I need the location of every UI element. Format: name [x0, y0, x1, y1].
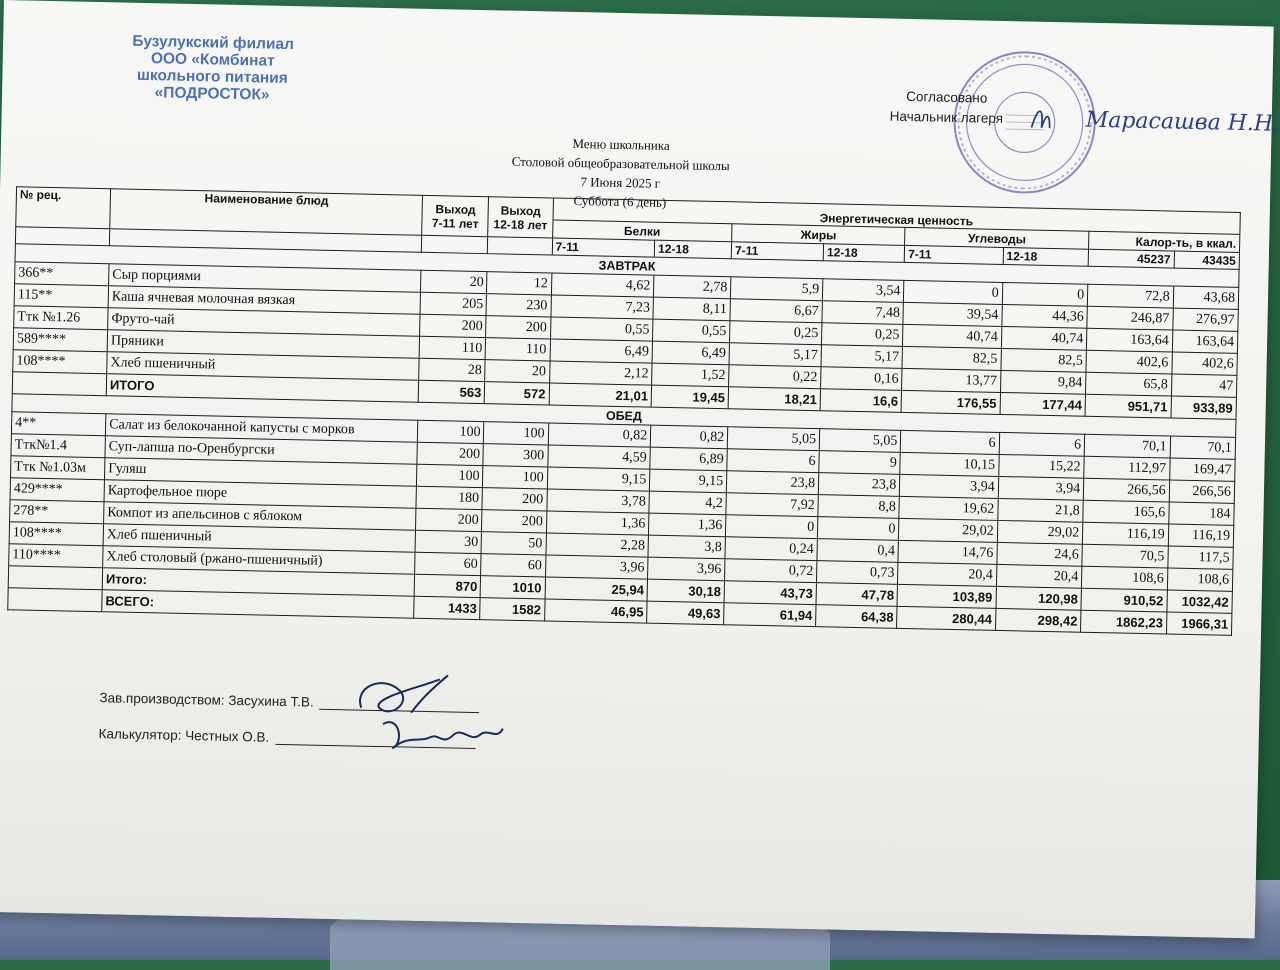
cell-carbs-12-18: 120,98	[996, 586, 1082, 610]
cell-carbs-12-18: 298,42	[995, 608, 1081, 632]
camp-head-signature-name: Марасашва Н.Н.	[1085, 107, 1280, 137]
cell-calories-a: 70,5	[1082, 544, 1168, 568]
cell-dish-name: Итого:	[102, 568, 415, 597]
cell-rec-no: 4**	[11, 412, 106, 436]
cell-fats-7-11: 18,21	[728, 387, 820, 411]
section-breakfast: ЗАВТРАК	[15, 244, 1239, 288]
production-head-label: Зав.производством: Засухина Т.В.	[99, 690, 314, 710]
cell-carbs-12-18: 177,44	[1000, 392, 1086, 416]
cell-out-7-11: 60	[415, 552, 482, 575]
cell-rec-no: 589****	[13, 328, 108, 352]
cell-proteins-12-18: 1,36	[649, 513, 726, 537]
cell-fats-12-18: 8,8	[818, 495, 900, 519]
logo-line-3: школьного питания	[136, 66, 289, 87]
cell-proteins-7-11: 3,96	[545, 555, 648, 579]
header-cal-code-b: 43435	[1174, 251, 1240, 269]
title-line-1: Меню школьника	[572, 135, 670, 153]
cell-calories-a: 70,1	[1084, 434, 1170, 458]
approval-block	[890, 87, 1004, 129]
cell-fats-12-18: 9	[819, 451, 901, 475]
cell-out-12-18: 50	[481, 532, 546, 555]
header-fats: Жиры	[732, 224, 905, 246]
lunch-rows	[8, 412, 1236, 636]
cell-rec-no	[12, 372, 107, 396]
cell-out-7-11: 100	[417, 464, 484, 487]
cell-proteins-12-18: 30,18	[647, 579, 724, 603]
cell-dish-name: Сыр порциями	[109, 264, 422, 293]
header-calories: Калор-ть, в ккал.	[1089, 231, 1240, 252]
header-out-7-11-label: Выход	[435, 201, 476, 217]
cell-proteins-7-11: 7,23	[551, 295, 654, 319]
cell-carbs-7-11: 39,54	[903, 302, 1002, 326]
cell-carbs-12-18: 21,8	[997, 498, 1083, 522]
header-proteins-12-18: 12-18	[654, 240, 731, 259]
cell-fats-7-11: 23,8	[726, 471, 818, 495]
cell-fats-12-18: 5,05	[819, 429, 901, 453]
cell-proteins-12-18: 8,11	[653, 297, 730, 321]
title-date: 7 Июня 2025 г	[580, 174, 661, 191]
cell-fats-7-11: 5,9	[731, 277, 823, 301]
header-carbs-12-18: 12-18	[1003, 247, 1089, 266]
cell-fats-7-11: 5,17	[729, 343, 821, 367]
cell-fats-12-18: 7,48	[822, 301, 904, 325]
cell-proteins-12-18: 6,49	[652, 341, 729, 365]
cell-calories-a: 108,6	[1082, 566, 1168, 590]
cell-carbs-7-11: 176,55	[901, 390, 1000, 414]
cell-fats-12-18: 64,38	[816, 605, 898, 629]
title-line-2: Столовой общеобразовательной школы	[511, 153, 730, 174]
calculator-label: Калькулятор: Честных О.В.	[98, 726, 270, 745]
cell-carbs-12-18: 40,74	[1001, 326, 1087, 350]
cell-fats-12-18: 0,73	[817, 561, 899, 585]
cell-calories-a: 65,8	[1086, 372, 1172, 396]
cell-proteins-12-18: 0,55	[653, 319, 730, 343]
cell-calories-b: 70,1	[1170, 436, 1236, 459]
cell-dish-name: Хлеб пшеничный	[107, 352, 420, 381]
cell-calories-a: 246,87	[1087, 306, 1173, 330]
cell-carbs-12-18: 44,36	[1002, 304, 1088, 328]
cell-out-12-18: 100	[483, 466, 548, 489]
cell-calories-b: 933,89	[1171, 396, 1237, 419]
cell-carbs-7-11: 6	[901, 430, 1000, 454]
cell-out-12-18: 200	[486, 316, 551, 339]
cell-fats-12-18: 0,4	[817, 539, 899, 563]
cell-carbs-7-11: 19,62	[899, 496, 998, 520]
cell-fats-7-11: 5,05	[727, 427, 819, 451]
cell-calories-b: 1966,31	[1166, 612, 1232, 635]
cell-out-7-11: 205	[420, 292, 487, 315]
section-lunch: ОБЕД	[12, 394, 1236, 438]
cell-out-7-11: 870	[414, 574, 481, 597]
cell-out-12-18: 572	[485, 382, 550, 405]
cell-proteins-7-11: 2,12	[549, 361, 652, 385]
cell-proteins-12-18: 2,78	[654, 275, 731, 299]
cell-calories-a: 951,71	[1085, 394, 1171, 418]
cell-carbs-12-18: 0	[1002, 282, 1088, 306]
cell-dish-name: Хлеб столовый (ржано-пшеничный)	[103, 546, 416, 575]
cell-carbs-12-18: 29,02	[997, 520, 1083, 544]
cell-calories-b: 184	[1168, 502, 1234, 525]
cell-carbs-7-11: 3,94	[900, 474, 999, 498]
cell-out-7-11: 110	[419, 336, 486, 359]
cell-carbs-7-11: 0	[904, 280, 1003, 304]
cell-dish-name: ИТОГО	[106, 374, 419, 403]
cell-fats-7-11: 0,22	[729, 365, 821, 389]
header-fats-12-18: 12-18	[823, 244, 905, 263]
cell-dish-name: Гуляш	[105, 458, 418, 487]
header-cal-code-a: 45237	[1088, 249, 1174, 268]
cell-proteins-7-11: 1,36	[546, 511, 649, 535]
cell-carbs-12-18: 9,84	[1000, 370, 1086, 394]
cell-calories-b: 116,19	[1168, 524, 1234, 547]
cell-out-12-18: 1010	[481, 576, 546, 599]
cell-out-12-18: 100	[484, 422, 549, 445]
cell-calories-b: 1032,42	[1167, 590, 1233, 613]
cell-dish-name: Салат из белокочанной капусты с морков	[105, 414, 418, 443]
cell-rec-no: 108****	[9, 522, 104, 546]
cell-carbs-7-11: 29,02	[899, 518, 998, 542]
cell-proteins-12-18: 3,96	[648, 557, 725, 581]
cell-calories-b: 266,56	[1169, 480, 1235, 503]
cell-fats-12-18: 0	[817, 517, 899, 541]
cell-proteins-7-11: 4,62	[551, 273, 654, 297]
cell-dish-name: Компот из апельсинов с яблоком	[104, 502, 417, 531]
breakfast-rows	[12, 262, 1238, 420]
header-carbs-7-11: 7-11	[905, 245, 1004, 264]
cell-out-12-18: 20	[485, 360, 550, 383]
cell-proteins-12-18: 49,63	[647, 601, 724, 625]
header-out-12-18-label: Выход	[500, 202, 541, 218]
header-out-7-11-sub: 7-11 лет	[431, 215, 479, 231]
cell-out-12-18: 110	[486, 338, 551, 361]
cell-proteins-12-18: 9,15	[650, 469, 727, 493]
cell-rec-no: 110****	[9, 544, 104, 568]
cell-fats-7-11: 6,67	[730, 299, 822, 323]
header-empty-3	[422, 235, 489, 253]
cell-fats-7-11: 7,92	[726, 493, 818, 517]
cell-out-7-11: 180	[416, 486, 483, 509]
cell-rec-no: 278**	[10, 500, 105, 524]
cell-fats-7-11: 0,24	[725, 537, 817, 561]
cell-out-12-18: 230	[486, 294, 551, 317]
header-fats-7-11: 7-11	[731, 242, 823, 261]
cell-out-12-18: 12	[487, 272, 552, 295]
cell-carbs-12-18: 6	[999, 432, 1085, 456]
cell-fats-12-18: 16,6	[820, 389, 902, 413]
calculator-signature	[378, 712, 519, 765]
cell-proteins-12-18: 4,2	[649, 491, 726, 515]
cell-proteins-7-11: 2,28	[546, 533, 649, 557]
cell-fats-7-11: 0,72	[725, 559, 817, 583]
cell-dish-name: Пряники	[107, 330, 420, 359]
cell-out-7-11: 200	[417, 442, 484, 465]
company-logo-stamp	[107, 32, 318, 104]
cell-carbs-7-11: 10,15	[900, 452, 999, 476]
cell-fats-12-18: 23,8	[818, 473, 900, 497]
cell-calories-a: 910,52	[1081, 588, 1167, 612]
cell-calories-b: 43,68	[1173, 286, 1239, 309]
cell-calories-a: 112,97	[1084, 456, 1170, 480]
cell-calories-a: 165,6	[1083, 500, 1169, 524]
cell-rec-no: Ттк №1.03м	[10, 456, 105, 480]
cell-carbs-12-18: 82,5	[1001, 348, 1087, 372]
cell-rec-no: 366**	[15, 262, 110, 286]
cell-fats-12-18: 0,16	[821, 367, 903, 391]
cell-carbs-12-18: 20,4	[996, 564, 1082, 588]
cell-proteins-12-18: 19,45	[651, 385, 728, 409]
header-out-12-18	[488, 197, 553, 238]
cell-out-12-18: 1582	[480, 598, 545, 621]
cell-calories-a: 402,6	[1086, 350, 1172, 374]
cell-rec-no	[8, 588, 103, 612]
cell-carbs-7-11: 20,4	[898, 562, 997, 586]
approval-role: Начальник лагеря	[889, 108, 1004, 126]
cell-fats-7-11: 0	[726, 515, 818, 539]
header-out-12-18-sub: 12-18 лет	[493, 216, 548, 232]
cell-carbs-12-18: 24,6	[997, 542, 1083, 566]
approval-agreed: Согласовано	[906, 88, 988, 106]
cell-proteins-12-18: 1,52	[652, 363, 729, 387]
cell-proteins-7-11: 21,01	[549, 383, 652, 407]
cell-fats-12-18: 0,25	[822, 323, 904, 347]
cell-rec-no: Ттк №1.26	[14, 306, 109, 330]
cell-carbs-7-11: 280,44	[897, 606, 996, 630]
cell-calories-a: 116,19	[1083, 522, 1169, 546]
cell-out-7-11: 28	[419, 358, 486, 381]
cell-proteins-12-18: 3,8	[648, 535, 725, 559]
menu-table	[7, 186, 1241, 636]
header-energy: Энергетическая ценность	[553, 198, 1241, 234]
cell-proteins-7-11: 25,94	[545, 577, 648, 601]
logo-line-2: ООО «Комбинат	[150, 50, 275, 70]
cell-dish-name: Фруто-чай	[108, 308, 421, 337]
cell-out-12-18: 60	[481, 554, 546, 577]
cell-carbs-7-11: 40,74	[903, 324, 1002, 348]
header-carbs: Углеводы	[905, 227, 1089, 249]
cell-out-7-11: 200	[416, 508, 483, 531]
cell-proteins-7-11: 9,15	[547, 467, 650, 491]
cell-out-12-18: 300	[483, 444, 548, 467]
cell-calories-a: 72,8	[1087, 284, 1173, 308]
camp-head-signature	[1027, 97, 1280, 148]
cell-out-7-11: 563	[418, 380, 485, 403]
cell-fats-7-11: 6	[727, 449, 819, 473]
cell-carbs-7-11: 14,76	[898, 540, 997, 564]
cell-calories-a: 266,56	[1083, 478, 1169, 502]
header-dish: Наименование блюд	[110, 189, 423, 236]
cell-proteins-7-11: 46,95	[544, 599, 647, 623]
cell-fats-7-11: 0,25	[730, 321, 822, 345]
title-day: Суббота (6 день)	[573, 192, 667, 210]
cell-calories-b: 169,47	[1169, 458, 1235, 481]
logo-line-1: Бузулукский филиал	[132, 32, 295, 54]
cell-rec-no: 429****	[10, 478, 105, 502]
cell-out-7-11: 200	[420, 314, 487, 337]
cell-out-7-11: 100	[418, 420, 485, 443]
cell-calories-b: 117,5	[1168, 546, 1234, 569]
cell-proteins-12-18: 0,82	[650, 425, 727, 449]
header-rec-no: № рец.	[16, 187, 111, 229]
cell-carbs-7-11: 82,5	[902, 346, 1001, 370]
cell-rec-no	[8, 566, 103, 590]
cell-fats-12-18: 5,17	[821, 345, 903, 369]
cell-rec-no: 108****	[13, 350, 108, 374]
cell-out-7-11: 20	[421, 270, 488, 293]
cell-dish-name: Картофельное пюре	[104, 480, 417, 509]
cell-dish-name: ВСЕГО:	[102, 590, 415, 619]
cell-rec-no: Ттк№1.4	[11, 434, 106, 458]
cell-calories-b: 108,6	[1167, 568, 1233, 591]
cell-fats-7-11: 61,94	[724, 603, 816, 627]
cell-dish-name: Каша ячневая молочная вязкая	[108, 286, 421, 315]
cell-calories-b: 47	[1171, 374, 1237, 397]
cell-proteins-7-11: 4,59	[547, 445, 650, 469]
logo-line-4: «ПОДРОСТОК»	[154, 84, 270, 104]
cell-dish-name: Хлеб пшеничный	[103, 524, 416, 553]
cell-proteins-12-18: 6,89	[650, 447, 727, 471]
cell-carbs-7-11: 13,77	[902, 368, 1001, 392]
cell-calories-b: 276,97	[1173, 308, 1239, 331]
cell-out-12-18: 200	[482, 510, 547, 533]
cell-carbs-12-18: 15,22	[998, 454, 1084, 478]
header-out-7-11	[422, 195, 489, 236]
cell-calories-b: 402,6	[1172, 352, 1238, 375]
cell-proteins-7-11: 0,82	[548, 423, 651, 447]
cell-fats-12-18: 3,54	[822, 279, 904, 303]
cell-carbs-12-18: 3,94	[998, 476, 1084, 500]
header-proteins-7-11: 7-11	[552, 238, 655, 257]
cell-fats-12-18: 47,78	[816, 583, 898, 607]
cell-calories-a: 163,64	[1087, 328, 1173, 352]
cell-rec-no: 115**	[14, 284, 109, 308]
cell-proteins-7-11: 0,55	[550, 317, 653, 341]
cell-out-12-18: 200	[482, 488, 547, 511]
cell-calories-a: 1862,23	[1081, 610, 1167, 634]
cell-dish-name: Суп-лапша по-Оренбургски	[105, 436, 418, 465]
cell-out-7-11: 1433	[414, 596, 481, 619]
cell-carbs-7-11: 103,89	[897, 584, 996, 608]
cell-out-7-11: 30	[415, 530, 482, 553]
header-empty-4	[488, 237, 552, 255]
header-empty-1	[15, 227, 109, 246]
header-proteins: Белки	[552, 220, 732, 242]
cell-proteins-7-11: 6,49	[550, 339, 653, 363]
cell-fats-7-11: 43,73	[724, 581, 816, 605]
cell-calories-b: 163,64	[1172, 330, 1238, 353]
cell-proteins-7-11: 3,78	[547, 489, 650, 513]
